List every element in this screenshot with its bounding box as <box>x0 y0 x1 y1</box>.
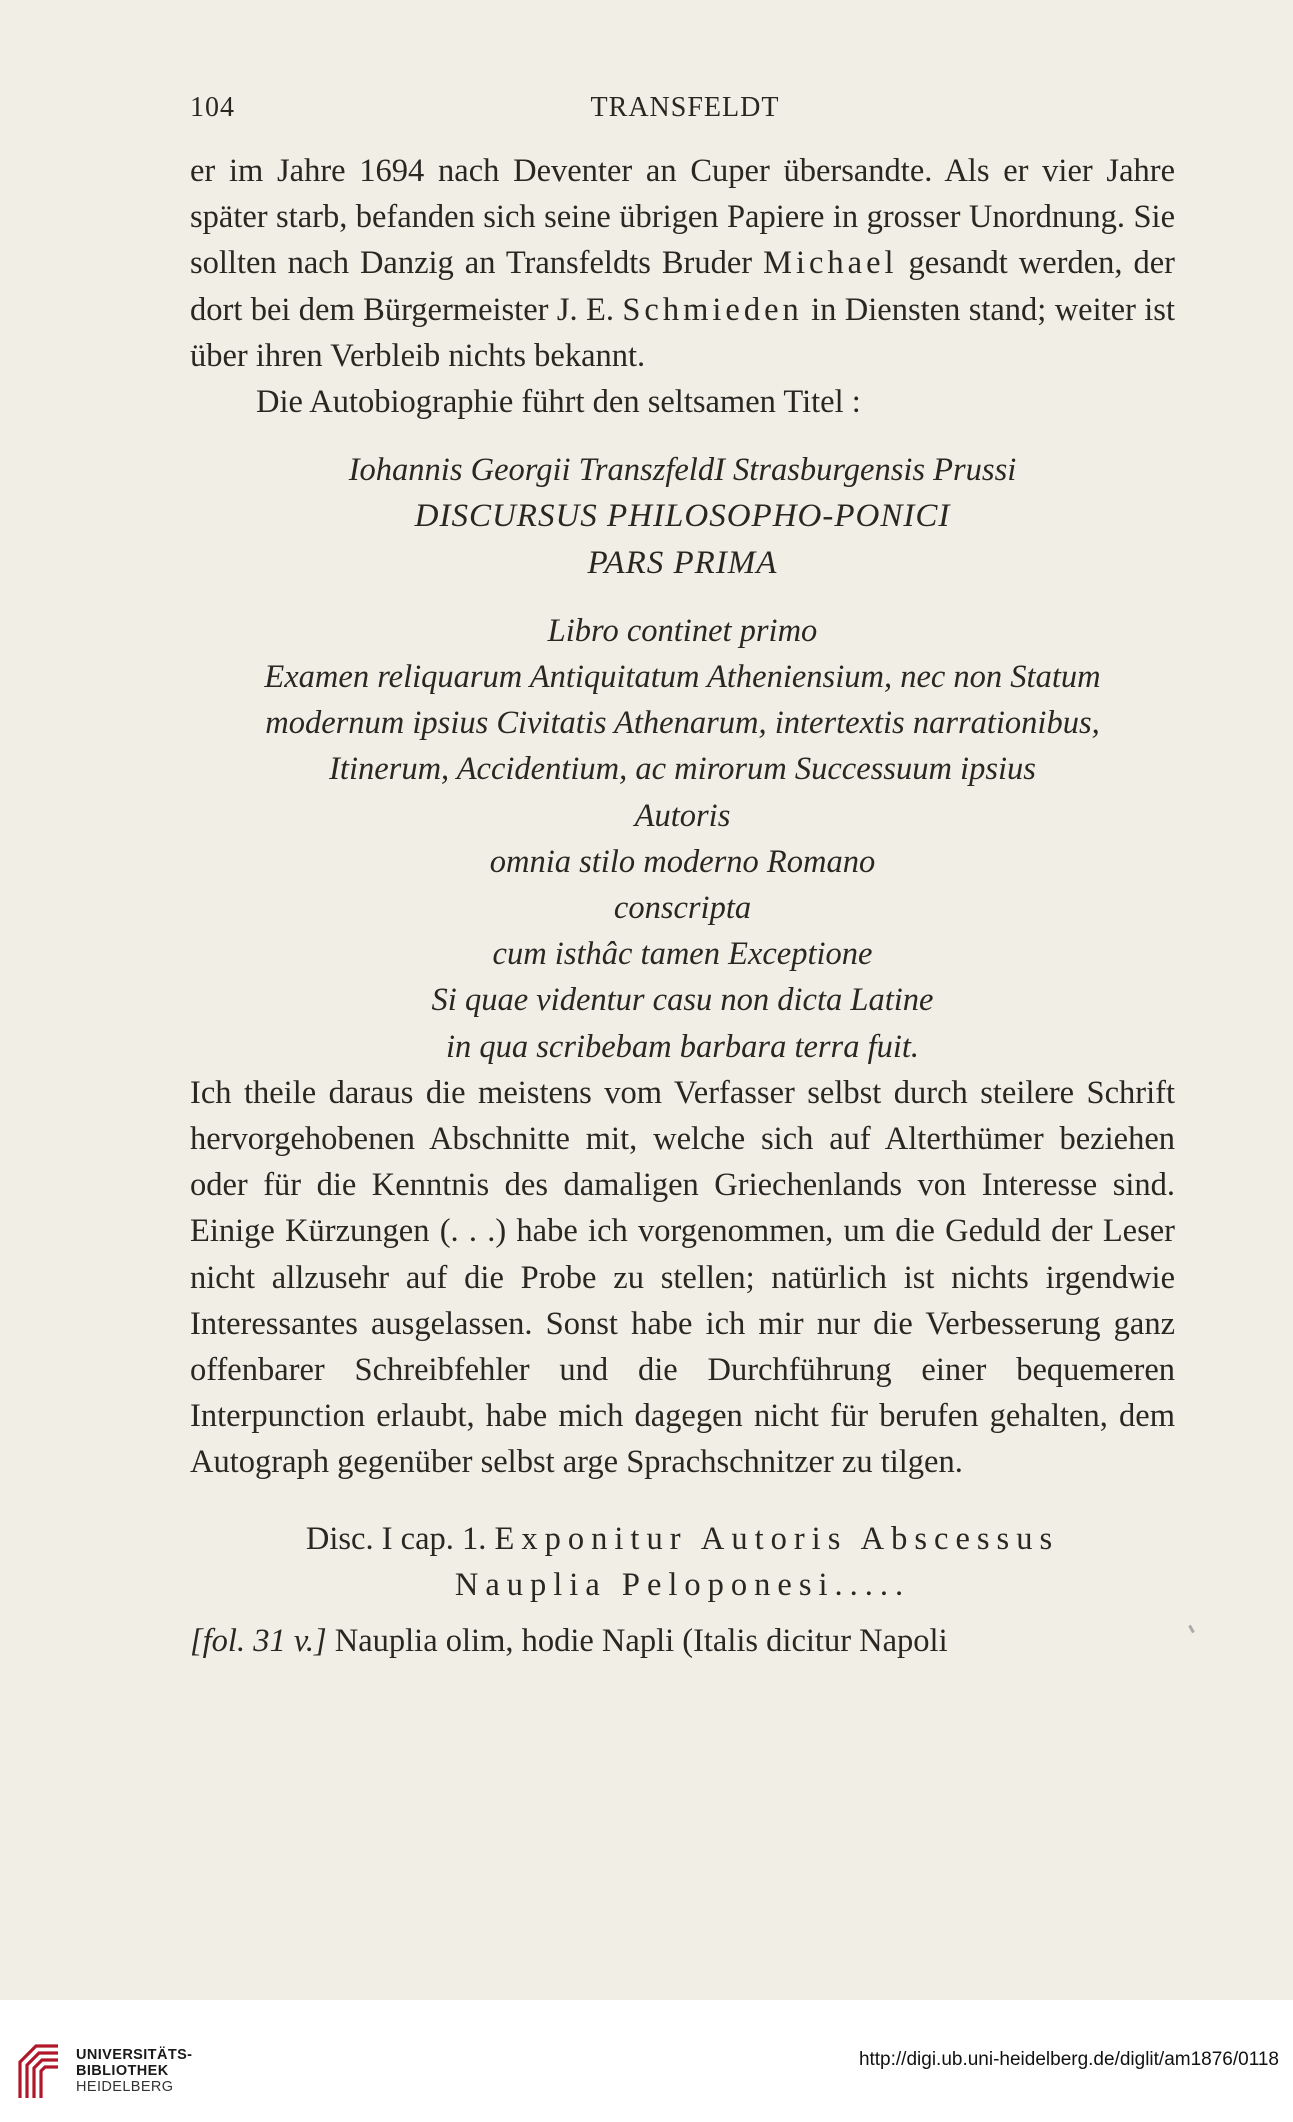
page-header <box>190 92 1180 132</box>
running-title: TRANSFELDT <box>590 92 780 123</box>
library-name <box>76 2047 192 2095</box>
paragraph-editorial: Ich theile daraus die meistens vom Verfasser selbst durch steilere Schrift hervorgehobenen Abschnitte mit, welche sich auf Alterthümer beziehen oder für die Kenntnis des damaligen Griechenlands von Interesse sind. Einige Kürzungen (. . .) habe ich vorgenommen, um die Geduld der Leser nicht allzusehr auf die Probe zu stellen; natürlich ist nichts irgendwie Interessantes ausgelassen. Sonst habe ich mir nur die Verbesserung ganz offenbarer Schreibfehler und die Durchführung einer bequemeren Interpunction erlaubt, habe mich dagegen nicht für berufen gehalten, dem Autograph gegenüber selbst arge Sprachschnitzer zu tilgen. <box>190 1074 1175 1481</box>
spaced-name: Michael <box>763 245 898 282</box>
title-line: DISCURSUS PHILOSOPHO-PONICI <box>414 498 951 535</box>
subtitle-line: omnia stilo moderno Romano <box>489 843 876 880</box>
disc-spaced-line: Nauplia Peloponesi..... <box>454 1566 911 1603</box>
library-name-line: UNIVERSITÄTS- <box>76 2047 193 2063</box>
title-line: Iohannis Georgii TranszfeldI Strasburgensis Prussi <box>348 452 1017 489</box>
subtitle-line: Itinerum, Accidentium, ac mirorum Successuum ipsius <box>329 751 1036 788</box>
library-name-line: BIBLIOTHEK <box>76 2063 169 2079</box>
disc-spaced-line: Exponitur Autoris Abscessus <box>494 1520 1060 1557</box>
library-logo-icon <box>14 2040 64 2102</box>
paragraph-text: Nauplia olim, hodie Napli (Italis dicitur Napoli <box>326 1623 948 1660</box>
source-url-link[interactable]: http://digi.ub.uni-heidelberg.de/diglit/am1876/0118 <box>858 2049 1279 2070</box>
subtitle-line: Si quae videntur casu non dicta Latine <box>431 982 934 1019</box>
subtitle-line: conscripta <box>613 890 752 927</box>
subtitle-line: Libro continet primo <box>547 612 818 649</box>
paragraph-text: gesandt werden, der dort bei dem Bürgermeister J. E. <box>190 245 1175 328</box>
title-line: PARS PRIMA <box>587 544 778 581</box>
subtitle-line: Examen reliquarum Antiquitatum Atheniensium, nec non Statum <box>264 659 1101 696</box>
disc-heading <box>190 1516 1175 1562</box>
page-number: 104 <box>190 92 235 123</box>
subtitle-line: in qua scribebam barbara terra fuit. <box>445 1028 920 1065</box>
paragraph-title-intro: Die Autobiographie führt den seltsamen Titel : <box>256 384 861 421</box>
spaced-name: Schmieden <box>622 291 803 328</box>
page-body <box>190 148 1175 1664</box>
scan-speck <box>1188 1625 1195 1633</box>
paragraph-intro <box>190 148 1175 379</box>
paragraph-text: in Diensten stand; weiter ist über ihren Verbleib nichts bekannt. <box>190 291 1175 374</box>
subtitle-line: Autoris <box>634 797 731 834</box>
last-line <box>190 1618 1175 1664</box>
disc-heading-cont <box>190 1562 1175 1608</box>
subtitle-line: modernum ipsius Civitatis Athenarum, intertextis narrationibus, <box>265 705 1100 742</box>
disc-prefix: Disc. I cap. 1. <box>305 1520 487 1557</box>
library-name-line: HEIDELBERG <box>76 2079 174 2095</box>
paragraph-text: er im Jahre 1694 nach Deventer an Cuper übersandte. Als er vier Jahre später starb, befanden sich seine übrigen Papiere in grosser Unordnung. Sie sollten nach Danzig an Transfeldts Bruder <box>190 153 1175 282</box>
folio-reference: [fol. 31 v.] <box>190 1623 327 1660</box>
footer-bar <box>0 2000 1293 2122</box>
subtitle-line: cum isthâc tamen Exceptione <box>492 936 873 973</box>
